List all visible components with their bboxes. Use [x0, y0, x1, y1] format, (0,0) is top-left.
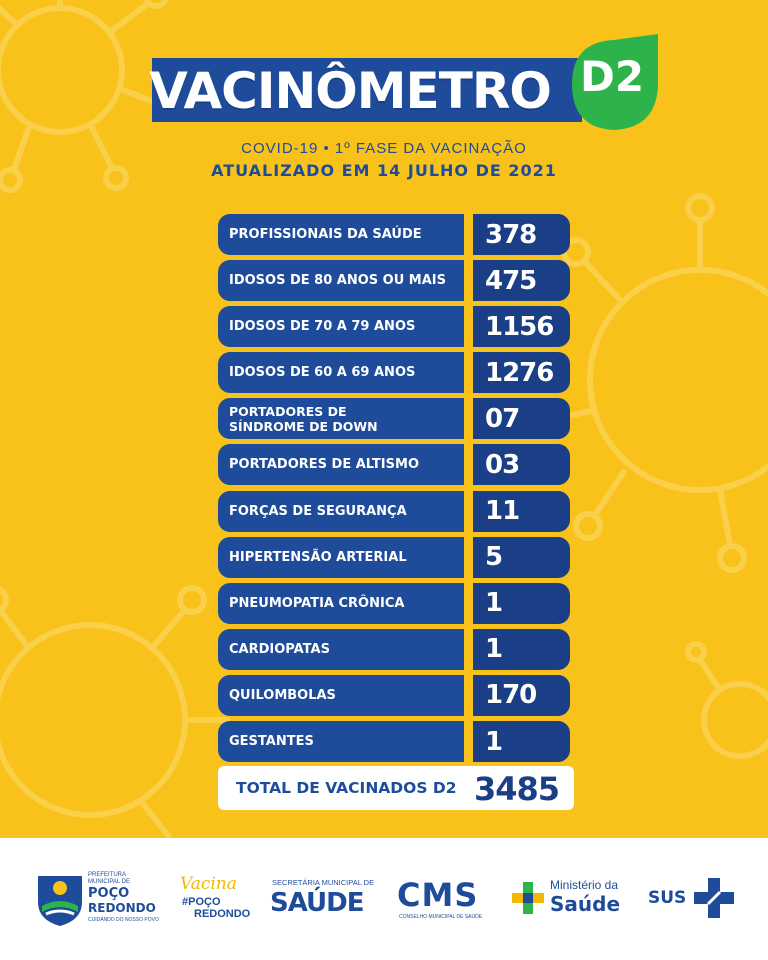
sus-cross-icon [694, 878, 734, 918]
group-value: 1 [473, 583, 570, 624]
cms-sub: CONSELHO MUNICIPAL DE SAÚDE [399, 914, 483, 920]
group-value: 1 [473, 629, 570, 670]
ministerio-line2: Saúde [550, 892, 621, 916]
secretaria-name: SAÚDE [270, 888, 364, 918]
prefeitura-logo [36, 872, 159, 928]
group-value: 1276 [473, 352, 570, 393]
group-value: 5 [473, 537, 570, 578]
secretaria-logo [270, 878, 385, 922]
group-label: PORTADORES DE ALTISMO [218, 444, 464, 485]
group-value: 1 [473, 721, 570, 762]
group-row [218, 306, 570, 347]
footer-logos [0, 838, 768, 960]
vacina-hash1: #POÇO [182, 896, 221, 908]
group-value: 170 [473, 675, 570, 716]
total-value: 3485 [474, 770, 560, 808]
group-label: PORTADORES DE SÍNDROME DE DOWN [218, 398, 464, 439]
group-value: 11 [473, 491, 570, 532]
group-row [218, 398, 570, 439]
group-row [218, 214, 570, 255]
dose-badge [566, 34, 662, 134]
group-row [218, 537, 570, 578]
group-row [218, 491, 570, 532]
cms-name: CMS [397, 876, 479, 914]
updated-date: ATUALIZADO EM 14 JULHO DE 2021 [211, 161, 557, 180]
group-value: 475 [473, 260, 570, 301]
page-title: VACINÔMETRO [149, 62, 551, 120]
group-row [218, 260, 570, 301]
group-label: IDOSOS DE 70 A 79 ANOS [218, 306, 464, 347]
group-value: 1156 [473, 306, 570, 347]
sus-name: SUS [648, 888, 687, 908]
prefeitura-line1: PREFEITURA [88, 872, 127, 878]
vacina-hash2: REDONDO [194, 908, 251, 920]
group-row [218, 444, 570, 485]
ministerio-line1: Ministério da [550, 878, 619, 892]
secretaria-line1: SECRETÁRIA MUNICIPAL DE [272, 878, 375, 887]
group-row [218, 352, 570, 393]
group-row [218, 675, 570, 716]
group-label: HIPERTENSÃO ARTERIAL [218, 537, 464, 578]
group-label: QUILOMBOLAS [218, 675, 464, 716]
group-label: IDOSOS DE 80 ANOS OU MAIS [218, 260, 464, 301]
group-value: 07 [473, 398, 570, 439]
ministerio-logo [512, 878, 634, 922]
group-value: 378 [473, 214, 570, 255]
vaccination-groups [218, 214, 570, 767]
total-label: TOTAL DE VACINADOS D2 [236, 779, 457, 797]
city-crest-icon [36, 872, 84, 926]
group-label: PROFISSIONAIS DA SAÚDE [218, 214, 464, 255]
group-row [218, 629, 570, 670]
prefeitura-name2: REDONDO [88, 901, 156, 915]
group-label: CARDIOPATAS [218, 629, 464, 670]
prefeitura-line2: MUNICIPAL DE [88, 879, 131, 885]
sus-logo [648, 878, 738, 922]
group-row [218, 721, 570, 762]
group-label: IDOSOS DE 60 A 69 ANOS [218, 352, 464, 393]
prefeitura-tagline: CUIDANDO DO NOSSO POVO [88, 917, 159, 923]
group-label: GESTANTES [218, 721, 464, 762]
subtitle: COVID-19 • 1º FASE DA VACINAÇÃO [241, 140, 527, 157]
group-row [218, 583, 570, 624]
prefeitura-name1: POÇO [88, 886, 130, 901]
dose-badge-label: D2 [579, 52, 645, 101]
group-label: PNEUMOPATIA CRÔNICA [218, 583, 464, 624]
group-value: 03 [473, 444, 570, 485]
vacina-logo [180, 874, 260, 924]
vacina-word: Vacina [180, 874, 237, 894]
health-cross-icon [512, 882, 544, 914]
total-box [218, 766, 574, 810]
group-label: FORÇAS DE SEGURANÇA [218, 491, 464, 532]
cms-logo [395, 876, 500, 922]
